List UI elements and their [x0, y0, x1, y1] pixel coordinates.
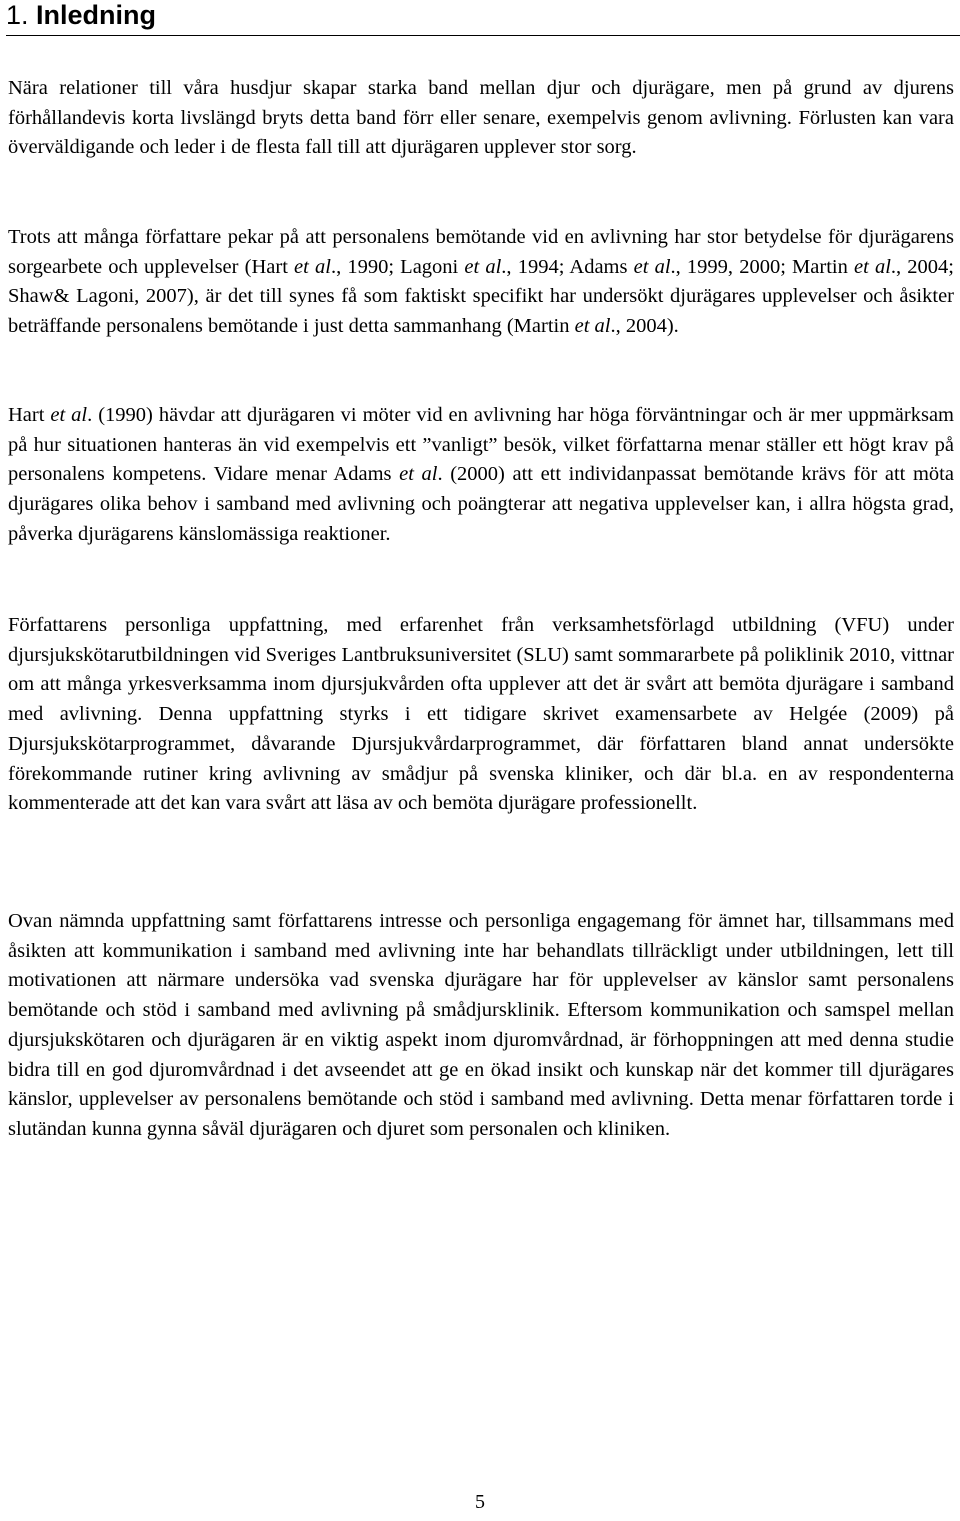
- text-run: ., 2004).: [610, 315, 679, 338]
- paragraph-2: [8, 223, 954, 342]
- italic-run: et al: [294, 255, 331, 278]
- italic-run: et al: [50, 404, 88, 426]
- section-heading: [6, 0, 960, 36]
- paragraph-3: [8, 401, 954, 550]
- italic-run: et al: [574, 315, 611, 338]
- italic-run: et al: [633, 255, 671, 278]
- paragraph-4: Författarens personliga uppfattning, med erfarenhet från verksamhetsförlagd utbildning (VFU) under djursjukskötarutbildningen vid Sveriges Lantbruksuniversitet (SLU) samt sommararbete på poliklinik 2010, vittnar om att många yrkesverksamma inom djursjukvården ofta upplever att det är svårt att bemöta djurägare i samband med avlivning. Denna uppfattning styrks i ett tidigare skrivet examensarbete av Helgée (2009) på Djursjukskötarprogrammet, dåvarande Djursjukvårdarprogrammet, där författaren bland annat undersökte förekommande rutiner kring avlivning av smådjur på svenska kliniker, och där bl.a. en av respondenterna kommenterade att det kan vara svårt att läsa av och bemöta djurägare professionellt.: [8, 614, 954, 815]
- text-run: ., 1999, 2000; Martin: [670, 255, 854, 278]
- paragraph-1: Nära relationer till våra husdjur skapar starka band mellan djur och djurägare, men på grund av djurens förhållandevis korta livslängd bryts detta band förr eller senare, exempelvis genom avlivning. Förlusten kan vara överväldigande och leder i de flesta fall till att djurägaren upplever stor sorg.: [8, 77, 954, 159]
- paragraph-5: Ovan nämnda uppfattning samt författarens intresse och personliga engagemang för ämnet har, tillsammans med åsikten att kommunikation i samband med avlivning inte har behandlats tillräckligt under utbildningen, lett till motivationen att närmare undersöka vad svenska djurägare har för upplevelser av känslor samt personalens bemötande och stöd i samband med avlivning på smådjursklinik. Eftersom kommunikation och samspel mellan djursjukskötaren och djurägaren är en viktig aspekt inom djuromvårdnad, är förhoppningen att med denna studie bidra till en god djuromvårdnad i det avseendet att ge en ökad insikt och kunskap när det kommer till djurägares känslor, upplevelser av personalens bemötande och stöd i samband med avlivning. Detta menar författaren torde i slutändan kunna gynna såväl djurägaren och djuret som personalen och kliniken.: [8, 910, 954, 1140]
- text-run: . (2000) att ett individanpassat bemötande krävs för att möta djurägares olika behov i samband med avlivning och poängterar att negativa upplevelser kan, i allra högsta grad, påverka djurägarens känslomässiga reaktioner.: [8, 463, 954, 545]
- text-run: Trots att många författare pekar på att personalens bemötande vid en avlivning har stor betydelse för djurägarens sorgearbete och upplevelser (Hart: [8, 226, 954, 278]
- section-number: 1.: [6, 0, 29, 30]
- italic-run: et al: [464, 255, 502, 278]
- section-title: Inledning: [36, 0, 157, 30]
- italic-run: et al: [399, 463, 438, 486]
- italic-run: et al: [854, 255, 891, 278]
- text-run: . (1990) hävdar att djurägaren vi möter vid en avlivning har höga förväntningar och är mer uppmärksam på hur situationen hanteras än vid exempelvis ett ”vanligt” besök, vilket författarna menar ställer ett högt krav på personalens kompetens. Vidare menar Adams: [8, 404, 954, 486]
- text-run: ., 1990; Lagoni: [330, 255, 465, 278]
- text-run: ., 2004; Shaw& Lagoni, 2007), är det till synes få som faktiskt specifikt har undersökt djurägares upplevelser och åsikter beträffande personalens bemötande i just detta sammanhang (Martin: [8, 255, 954, 338]
- text-run: Hart: [8, 404, 51, 426]
- text-run: ., 1994; Adams: [501, 255, 634, 278]
- page-number: 5: [475, 1491, 485, 1513]
